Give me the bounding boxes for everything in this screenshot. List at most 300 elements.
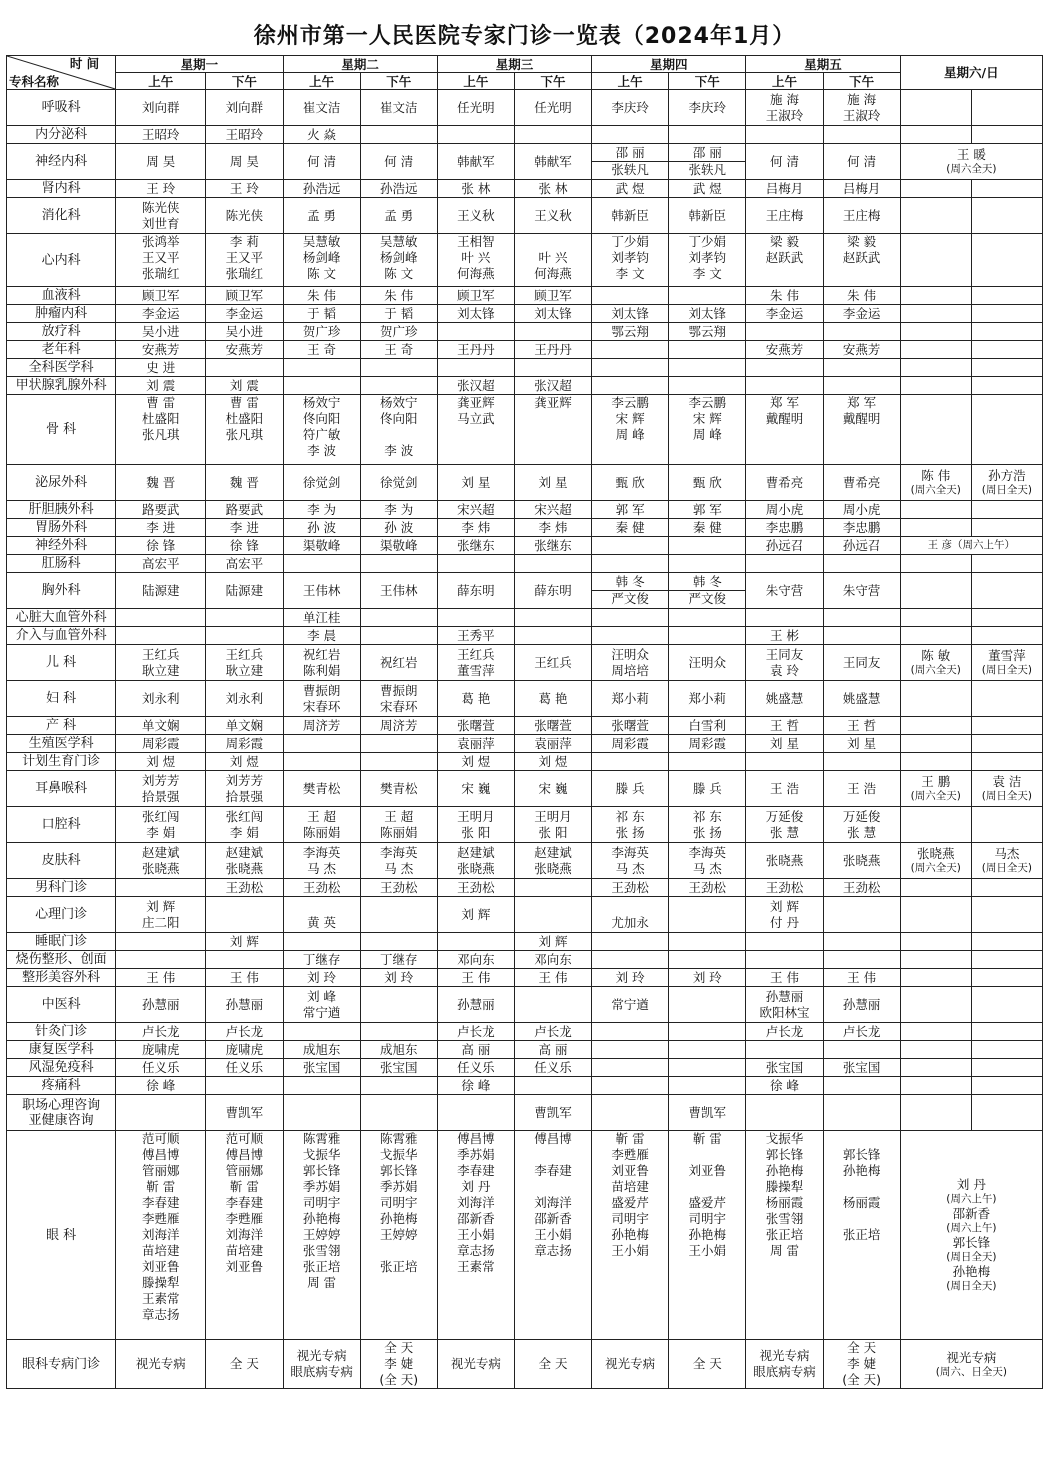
doctor-name: 王素常 [142,1291,180,1306]
am-cell [592,843,669,879]
doctor-name: 祝红岩 [302,646,341,662]
am-header: 上午 [116,73,206,90]
doctor-name: 邵新香 [457,1211,495,1226]
doctor-name: 周 昊 [229,153,259,169]
doctor-name: 王 伟 [229,969,259,985]
doctor-name: 黄 英 [307,914,337,930]
doctor-name: 佟向阳 [302,411,341,426]
dept-name-line: 呼吸科 [41,100,81,115]
am-cell [592,1023,669,1041]
pm-cell [669,735,746,753]
doctor-name: 李 炜 [461,519,491,535]
doctor-name: 孙艳梅 [952,1264,991,1279]
doctor-name: 鄂云翔 [611,323,649,339]
am-cell [746,681,823,717]
doctor-name: 刘 震 [146,377,176,393]
doctor-name [972,934,1042,950]
pm-cell [206,198,283,234]
doctor-name: 张 阳 [461,824,491,840]
dept-name-line: 肛肠科 [41,556,81,571]
doctor-name: 王红兵 [142,646,180,662]
doctor-name [116,1105,205,1121]
doctor-name: 李 婕 [847,1356,877,1371]
doctor-name [669,342,745,358]
dept-name [7,987,116,1023]
weekend-cell [900,897,971,933]
doctor-name: 王伟林 [302,582,341,598]
doctor-name: 马 杰 [384,860,414,876]
doctor-name: 杨丽霞 [765,1195,804,1210]
doctor-name: 王 鹏 [921,774,951,789]
pm-cell [669,198,746,234]
dept-name [7,1095,116,1131]
doctor-name: 刘 辉 [229,933,259,949]
doctor-name: 路要武 [142,501,180,517]
weekend-cell [900,1095,971,1131]
am-cell [437,90,514,126]
am-cell [746,501,823,519]
doctor-name: 刘太锋 [688,305,727,321]
doctor-name: 王淑玲 [842,107,881,123]
weekend-cell [900,305,971,323]
am-cell [592,1059,669,1077]
pm-cell [669,1041,746,1059]
doctor-name: 苗培建 [142,1243,180,1258]
pm-cell [206,627,283,645]
dept-row [7,537,1043,555]
pm-cell [669,395,746,465]
weekend-cell [900,627,971,645]
doctor-name [669,538,745,554]
doctor-name: 杨剑峰 [302,250,341,265]
doctor-name: 张正培 [842,1227,881,1242]
doctor-name: 樊青松 [379,780,418,796]
pm-cell [823,951,900,969]
pm-cell [823,1077,900,1095]
doctor-name [901,628,971,644]
doctor-name: 刘芳芳 [142,772,180,788]
doctor-name [746,556,822,572]
am-cell [592,501,669,519]
doctor-name [824,610,900,626]
weekend-cell [971,1077,1042,1095]
pm-cell [206,519,283,537]
weekend-cell [900,987,971,1023]
doctor-name: 陈 伟 [921,468,951,483]
weekend-cell [971,879,1042,897]
doctor-name: 王 伟 [847,969,877,985]
doctor-name: 刘 煜 [461,753,491,769]
dept-row [7,879,1043,897]
dept-name [7,951,116,969]
doctor-name: 付 丹 [769,914,799,930]
doctor-name [824,1105,900,1121]
doctor-name: 陆源建 [225,582,264,598]
doctor-name [592,1024,668,1040]
doctor-name: 李海英 [379,844,418,860]
doctor-name [901,556,971,572]
doctor-name: 张 阳 [538,824,568,840]
pm-cell [206,90,283,126]
weekend-cell [900,807,971,843]
dept-row [7,126,1043,144]
doctor-name: 丁继存 [379,951,418,967]
doctor-name: 刘孝钧 [688,250,727,265]
pm-cell [206,1131,283,1340]
am-cell [746,645,823,681]
am-cell [116,126,206,144]
doctor-name: 孙慧丽 [842,996,881,1012]
am-cell [746,537,823,555]
doctor-name [972,1105,1042,1121]
dept-row [7,717,1043,735]
am-cell [283,843,360,879]
doctor-name [361,1024,437,1040]
am-cell [283,501,360,519]
doctor-name: 张宝国 [842,1059,881,1075]
doctor-name: 张宝国 [302,1059,341,1075]
doctor-name: 宋 巍 [461,780,491,796]
doctor-name: 孙慧丽 [142,996,180,1012]
pm-cell [823,645,900,681]
weekend-cell [971,987,1042,1023]
am-header: 上午 [437,73,514,90]
weekend-cell [900,717,971,735]
doctor-name: 刘 星 [538,474,568,490]
doctor-name [669,1147,745,1163]
doctor-name [669,952,745,968]
doctor-name: 赵建斌 [225,844,264,860]
doctor-name: 刘 煜 [538,753,568,769]
doctor-name: 顾卫军 [457,287,495,303]
doctor-name: 张凡琪 [225,427,264,442]
doctor-name: 葛 艳 [461,690,491,706]
dept-name-line: 康复医学科 [28,1042,94,1057]
am-cell [746,1077,823,1095]
doctor-name: 郑小莉 [611,690,649,706]
doctor-name: 王婷婷 [302,1227,341,1242]
doctor-name: 薛东明 [534,582,572,598]
doctor-name [972,880,1042,896]
doctor-name: 施 海 [847,91,877,107]
doctor-name: 武 煜 [615,180,645,196]
doctor-name: 王丹丹 [457,341,495,357]
doctor-name [901,718,971,734]
am-header: 上午 [283,73,360,90]
pm-cell [360,126,437,144]
doctor-name [901,691,971,707]
pm-cell [514,807,591,843]
doctor-name [901,1060,971,1076]
doctor-name: 周 昊 [146,153,176,169]
pm-cell [669,1131,746,1340]
dept-name [7,1340,116,1389]
doctor-name: 张宝国 [765,1059,804,1075]
pm-cell [360,377,437,395]
dept-name-line: 眼科专病门诊 [22,1356,101,1372]
doctor-name [284,556,360,572]
weekend-cell [971,609,1042,627]
pm-cell [823,735,900,753]
dept-name-line: 针灸门诊 [35,1024,88,1039]
doctor-name: 李 进 [229,519,259,535]
doctor-name [746,360,822,376]
doctor-name: 陈霄雅 [302,1131,341,1146]
doctor-name: 刘亚鲁 [225,1259,264,1274]
dept-name [7,395,116,465]
doctor-name: (周日全天) [946,1251,997,1263]
doctor-name [592,538,668,554]
doctor-name [746,754,822,770]
am-cell [592,377,669,395]
pm-cell [669,879,746,897]
doctor-name: 单文娴 [142,717,180,733]
am-cell [746,735,823,753]
doctor-name [972,181,1042,197]
pm-cell [823,969,900,987]
weekend-cell [900,645,971,681]
am-cell [592,287,669,305]
pm-cell [360,987,437,1023]
doctor-name: 王小娟 [534,1227,572,1242]
doctor-name: 李忠鹏 [842,519,881,535]
pm-cell [206,645,283,681]
doctor-name: 王庄梅 [842,207,881,223]
doctor-name: 施 海 [769,91,799,107]
weekend-cell [900,537,1042,555]
am-cell [283,573,360,609]
dept-name-line: 风湿免疫科 [28,1060,94,1075]
pm-cell [206,126,283,144]
doctor-name [592,1042,668,1058]
doctor-name [824,952,900,968]
doctor-name [972,1042,1042,1058]
doctor-name: 朱 伟 [384,287,414,303]
dept-name [7,753,116,771]
am-cell [592,180,669,198]
doctor-name: 全 天 [384,1340,414,1355]
weekend-cell [900,1059,971,1077]
pm-cell [669,305,746,323]
am-cell [746,573,823,609]
am-cell [283,180,360,198]
doctor-name: 秦 健 [692,519,722,535]
doctor-name: 马立武 [457,411,495,426]
doctor-name [206,610,282,626]
pm-cell [360,771,437,807]
doctor-name: 王红兵 [225,646,264,662]
weekend-cell [900,1077,971,1095]
am-cell [283,897,360,933]
am-cell [746,144,823,180]
doctor-name [592,628,668,644]
dept-name [7,377,116,395]
doctor-name: 陈 文 [307,266,337,281]
pm-cell [360,843,437,879]
am-cell [116,573,206,609]
doctor-name [972,997,1042,1013]
doctor-name: 顾卫军 [534,287,572,303]
dept-name [7,144,116,180]
dept-name [7,843,116,879]
dept-name-line: 消化科 [41,208,81,223]
dept-row [7,735,1043,753]
doctor-name: 庄二阳 [142,914,180,930]
doctor-name: 周 雷 [307,1275,337,1290]
doctor-name: 张轶凡 [688,162,727,177]
doctor-name: 宋兴超 [534,501,572,517]
pm-cell [514,645,591,681]
doctor-name: 李 炜 [538,519,568,535]
doctor-name: (周六全天) [910,664,961,676]
am-cell [746,879,823,897]
doctor-name [901,342,971,358]
dept-name-line: 职场心理咨询 [22,1097,101,1113]
doctor-name: 视光专病 [135,1356,186,1371]
doctor-name: 吕梅月 [842,180,881,196]
pm-cell [669,771,746,807]
doctor-name: 徐 峰 [769,1077,799,1093]
pm-cell [669,951,746,969]
dept-name [7,879,116,897]
pm-cell [669,843,746,879]
doctor-name: 范可顺 [142,1131,180,1146]
doctor-name [901,378,971,394]
doctor-name [361,754,437,770]
doctor-name: 吴慧敏 [302,234,341,249]
am-cell [116,753,206,771]
doctor-name: 孟 勇 [384,207,414,223]
pm-cell [360,359,437,377]
doctor-name: 傅昌博 [225,1147,264,1162]
doctor-name: 王小娟 [688,1243,727,1258]
weekend-cell [900,323,971,341]
doctor-name: 周小虎 [765,501,804,517]
weekend-cell [900,1340,1042,1389]
doctor-name [824,1131,900,1147]
doctor-name: (周日全天) [981,790,1032,802]
doctor-name [901,208,971,224]
doctor-name: 韩献军 [534,153,572,169]
doctor-name [438,324,514,340]
doctor-name: 白雪利 [688,717,727,733]
pm-cell [514,609,591,627]
doctor-name: 王红兵 [457,646,495,662]
doctor-name: 高 丽 [538,1041,568,1057]
weekend-cell [971,807,1042,843]
doctor-name: 朱 伟 [769,287,799,303]
doctor-name: 张汉超 [457,377,495,393]
pm-cell [514,465,591,501]
dept-name [7,735,116,753]
doctor-name: 傅昌博 [534,1131,572,1146]
am-cell [746,555,823,573]
doctor-name: (周日全天) [946,1280,997,1292]
doctor-name: 朱 伟 [847,287,877,303]
weekend-cell [900,933,971,951]
pm-cell [823,144,900,180]
doctor-name: 戈振华 [379,1147,418,1162]
doctor-name: 武 煜 [692,180,722,196]
weekend-cell [900,735,971,753]
weekend-cell [900,180,971,198]
dept-row [7,1340,1043,1389]
doctor-name: 视光专病 [759,1348,810,1363]
pm-cell [206,501,283,519]
dept-name-line: 疼痛科 [41,1078,81,1093]
am-cell [592,1095,669,1131]
am-cell [283,951,360,969]
pm-cell [206,287,283,305]
doctor-name [824,378,900,394]
doctor-name: 刘亚鲁 [688,1163,727,1178]
am-cell [116,843,206,879]
pm-cell [360,144,437,180]
dept-row [7,395,1043,465]
pm-cell [360,1095,437,1131]
dept-name [7,519,116,537]
pm-cell [514,987,591,1023]
weekend-cell [971,627,1042,645]
am-cell [116,305,206,323]
pm-cell [360,807,437,843]
dept-row [7,843,1043,879]
am-cell [283,933,360,951]
doctor-name: 郭长锋 [379,1163,418,1178]
doctor-name [824,934,900,950]
pm-cell [669,987,746,1023]
doctor-name: (周六全天) [910,790,961,802]
am-cell [592,1041,669,1059]
doctor-name: 李 为 [307,501,337,517]
doctor-name: 刘永利 [142,690,180,706]
pm-cell [514,555,591,573]
doctor-name: 汪明众 [611,646,649,662]
am-cell [283,198,360,234]
dept-row [7,1131,1043,1340]
pm-cell [514,234,591,287]
doctor-name [972,907,1042,923]
doctor-name [361,997,437,1013]
pm-header: 下午 [669,73,746,90]
doctor-name [901,1042,971,1058]
doctor-name [972,288,1042,304]
doctor-name: 周彩霞 [688,735,727,751]
am-cell [437,234,514,287]
am-cell [283,359,360,377]
doctor-name: 何海燕 [457,266,495,281]
doctor-name: 刘世育 [142,215,180,231]
doctor-name: 韩新臣 [611,207,649,223]
dept-name [7,537,116,555]
doctor-name [972,1024,1042,1040]
weekend-cell [971,1041,1042,1059]
dept-row [7,807,1043,843]
doctor-name: 徐觉剑 [302,474,341,490]
am-cell [283,735,360,753]
doctor-name: 李金运 [142,305,180,321]
am-cell [437,287,514,305]
pm-cell [206,555,283,573]
doctor-name: 张继东 [457,537,495,553]
doctor-name: 朱 伟 [307,287,337,303]
doctor-name [669,556,745,572]
am-cell [746,341,823,359]
doctor-name: 王淑玲 [765,107,804,123]
dept-name [7,1041,116,1059]
pm-cell [360,1059,437,1077]
doctor-name [515,610,591,626]
